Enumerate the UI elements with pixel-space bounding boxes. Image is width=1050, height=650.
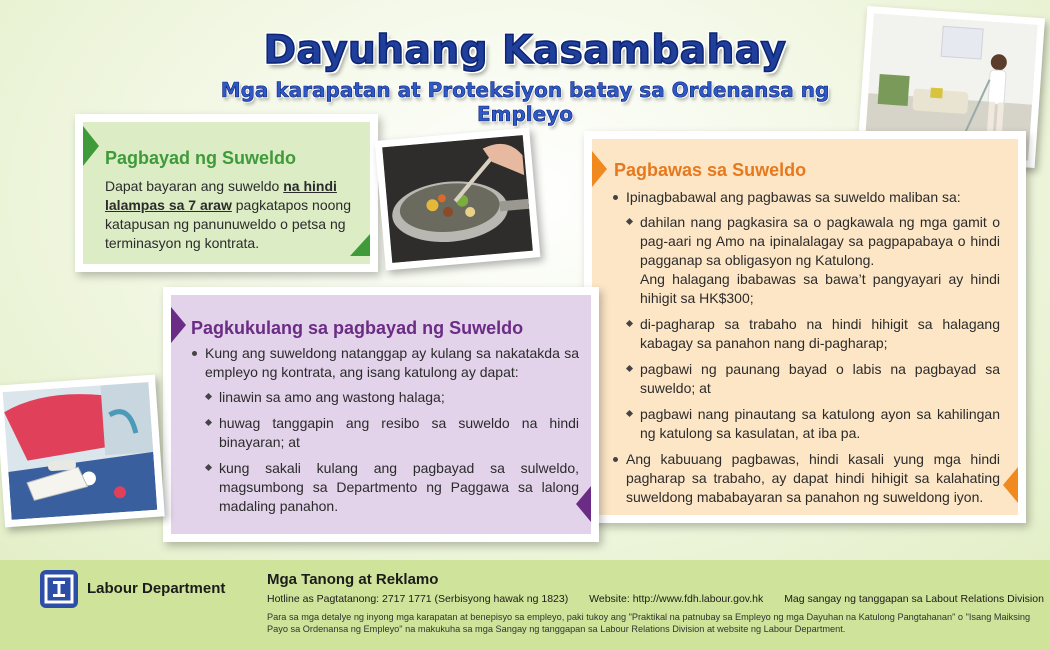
card-body	[105, 177, 367, 253]
list-item: kung sakali kulang ang pagbayad sa sulweldo, magsumbong sa Departmento ng Paggawa sa lalong madaling panahon.	[205, 459, 579, 516]
corner-triangle	[83, 126, 99, 166]
footer-heading: Mga Tanong at Reklamo	[267, 571, 439, 588]
photo-cooking	[375, 127, 541, 270]
text-segment: pagkatapos noong katapusan ng panunuweldo o petsa ng terminasyon ng kontrata.	[105, 197, 351, 251]
card-body	[612, 188, 1000, 507]
card-title: Pagbayad ng Suweldo	[105, 148, 297, 168]
hotline-text: Hotline as Pagtatanong: 2717 1771 (Serbisyong hawak ng 1823)	[267, 593, 569, 605]
highlight-text: na hindi lalampas sa 7 araw	[105, 178, 337, 213]
underpayment-list	[191, 344, 579, 516]
list-item: di-pagharap sa trabaho na hindi hihigit sa halagang kabagay sa panahon nang di-pagharap;	[626, 315, 1000, 353]
card-underpayment	[163, 287, 599, 542]
footer	[0, 560, 1050, 650]
card-title: Pagbawas sa Suweldo	[614, 160, 807, 180]
list-item	[612, 188, 1000, 443]
card-title: Pagkukulang sa pagbayad ng Suweldo	[191, 318, 524, 338]
website-link[interactable]: Website: http://www.fdh.labour.gov.hk	[589, 593, 764, 605]
corner-triangle	[592, 151, 607, 187]
photo-ironing	[0, 375, 165, 528]
footer-contact-line	[267, 593, 1050, 605]
corner-triangle	[1003, 467, 1018, 503]
branches-text: Mag sangay ng tanggapan sa Labout Relations Division	[784, 593, 1044, 605]
list-item-text: Ipinagbabawal ang pagbawas sa suweldo maliban sa:	[626, 189, 961, 205]
logo-icon	[40, 570, 78, 608]
card-deduction	[584, 131, 1026, 523]
corner-triangle	[576, 486, 591, 522]
footer-note: Para sa mga detalye ng inyong mga karapatan at benepisyo sa empleyo, paki tukoy ang "Praktikal na patnubay sa Empleyo ng mga Dayuhan na Katulong Pangtahanan" o "Isang Maiksing Payo sa Ordenansa ng Empleyo" na makukuha sa mga Sangay ng tanggapan sa Labour Relations Division at website ng Labour Department.	[267, 612, 1031, 634]
ironing-illustration	[3, 382, 158, 520]
deduction-list	[612, 188, 1000, 507]
corner-triangle	[171, 307, 186, 343]
labour-department-logo	[40, 570, 78, 608]
list-item: pagbawi nang pinautang sa katulong ayon sa kahilingan ng katulong sa kasulatan, at iba pa.	[626, 405, 1000, 443]
card-payment	[75, 114, 378, 272]
list-item	[626, 213, 1000, 308]
cooking-illustration	[382, 135, 533, 263]
corner-triangle	[350, 234, 370, 256]
deduction-sublist	[626, 213, 1000, 443]
list-item-text: Ang halagang ibabawas sa bawa’t pangyayari ay hindi hihigit sa HK$300;	[640, 271, 1000, 306]
underpayment-sublist	[205, 388, 579, 516]
list-item: huwag tanggapin ang resibo sa suweldo na hindi binayaran; at	[205, 414, 579, 452]
page-title: Dayuhang Kasambahay	[263, 28, 787, 73]
list-item: Ang kabuuang pagbawas, hindi kasali yung mga hindi pagharap sa trabaho, ay dapat hindi hihigit sa kalahating suweldong mababayaran sa panahon ng suweldong iyon.	[612, 450, 1000, 507]
org-name: Labour Department	[87, 580, 226, 597]
text-segment: Dapat bayaran ang suweldo	[105, 178, 284, 194]
page-subtitle: Mga karapatan at Proteksiyon batay sa Ordenansa ng Empleyo	[220, 78, 830, 126]
list-item-text: dahilan nang pagkasira sa o pagkawala ng mga gamit o pag-aari ng Amo na ipinalalagay sa pagpapabaya o hindi pagganap sa obligasyon ng Katulong.	[640, 214, 1000, 268]
list-item	[191, 344, 579, 516]
list-item: linawin sa amo ang wastong halaga;	[205, 388, 579, 407]
list-item-text: Kung ang suweldong natanggap ay kulang sa nakatakda sa empleyo ng kontrata, ang isang katulong ay dapat:	[205, 345, 579, 380]
card-body	[191, 344, 579, 523]
list-item: pagbawi ng paunang bayad o labis na pagbayad sa suweldo; at	[626, 360, 1000, 398]
